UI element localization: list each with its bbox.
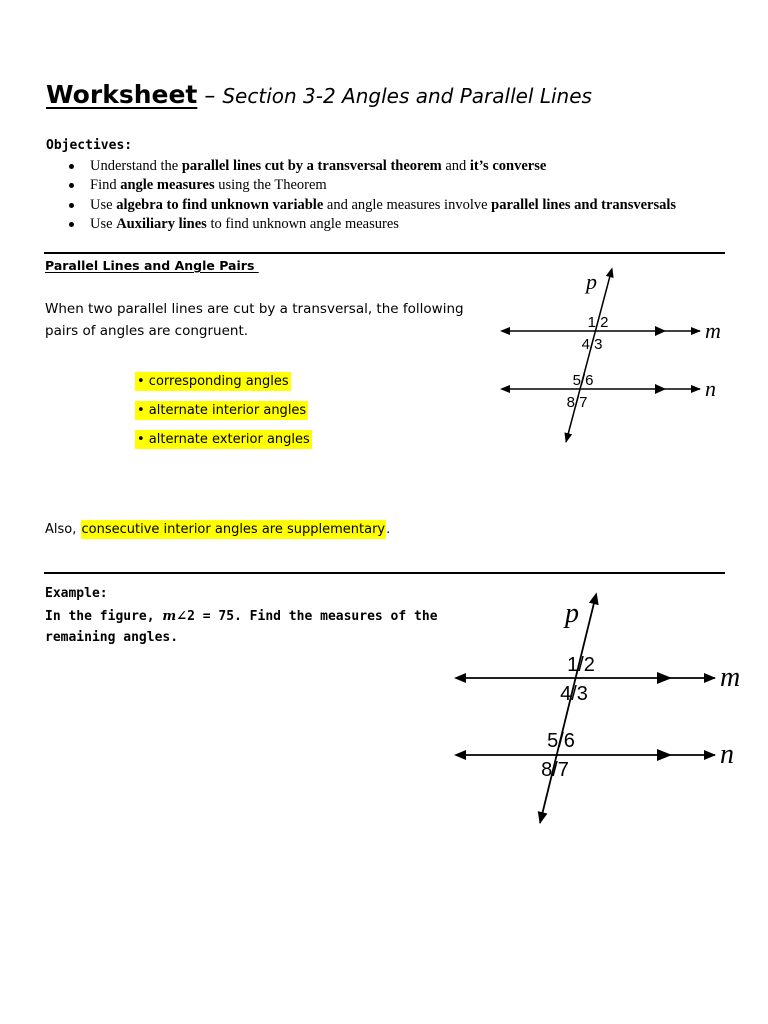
angles-1-2: 1/2 [587,314,609,331]
label-m-large: m [720,662,741,693]
example-label: Example: [45,586,108,601]
label-m: m [705,318,721,343]
objective-text: Auxiliary lines [116,215,207,232]
objective-text: angle measures [120,177,215,194]
objective-text: parallel lines and transversals [491,196,677,213]
angles-5-6-large: 5/6 [547,730,575,752]
example-text [45,606,445,648]
objective-text: using the Theorem [214,177,327,194]
objective-item [66,196,676,215]
angles-4-3-large: 4/3 [560,683,588,705]
also-prefix: Also, [45,522,81,537]
objective-text: it’s converse [469,158,547,174]
also-suffix: . [386,522,391,537]
objectives-list [66,157,676,234]
angles-5-6: 5/6 [572,372,594,389]
objective-text: and [441,158,470,174]
intro-text: When two parallel lines are cut by a transversal, the following pairs of angles are congruent. [45,301,464,339]
parallel-mark-n-large [657,749,672,761]
parallel-lines-figure-large [460,595,750,830]
divider-bottom [44,572,725,574]
angle-notation: m∠ [162,609,188,624]
divider-top [44,252,725,254]
objective-item [66,215,676,234]
transversal-p-large [540,603,594,823]
objective-text: and angle measures involve [323,196,492,213]
parallel-mark-m-large [657,672,672,684]
also-highlight: consecutive interior angles are supplementary [81,522,386,537]
objective-text: parallel lines cut by a transversal theorem [181,158,442,174]
objective-text: Use [90,196,117,213]
angles-8-7: 8/7 [566,394,588,411]
highlight-alternate-interior: • alternate interior angles [137,403,307,418]
objective-item [66,176,676,195]
objective-item [66,157,676,176]
parallel-mark-n [655,384,666,394]
title-main: Worksheet [46,80,198,109]
angles-4-3: 4/3 [581,336,603,353]
label-n: n [705,376,716,401]
title-subtitle: Section 3-2 Angles and Parallel Lines [222,84,592,108]
label-n-large: n [720,739,734,770]
angles-8-7-large: 8/7 [541,759,569,781]
transversal-p [566,276,610,442]
objective-text: Find [90,177,121,194]
objective-text: Understand the [90,158,182,174]
example-prefix: In the figure, [45,609,163,624]
worksheet-title [46,80,592,109]
example-rest: 2 = 75. Find the measures of the remaining angles. [45,609,438,645]
label-p: p [586,269,597,294]
also-sentence [45,522,390,537]
highlight-alternate-exterior: • alternate exterior angles [137,432,310,447]
highlight-corresponding: • corresponding angles [137,374,289,389]
label-p-large: p [565,598,579,629]
objectives-label: Objectives: [46,138,133,153]
title-dash: – [197,84,223,109]
objective-text: algebra to find unknown variable [116,196,324,213]
angles-1-2-large: 1/2 [567,654,595,676]
parallel-mark-m [655,326,666,336]
objective-text: to find unknown angle measures [206,215,399,232]
parallel-lines-figure-small [500,268,740,453]
objective-text: Use [90,215,117,232]
section-heading: Parallel Lines and Angle Pairs [45,258,259,273]
